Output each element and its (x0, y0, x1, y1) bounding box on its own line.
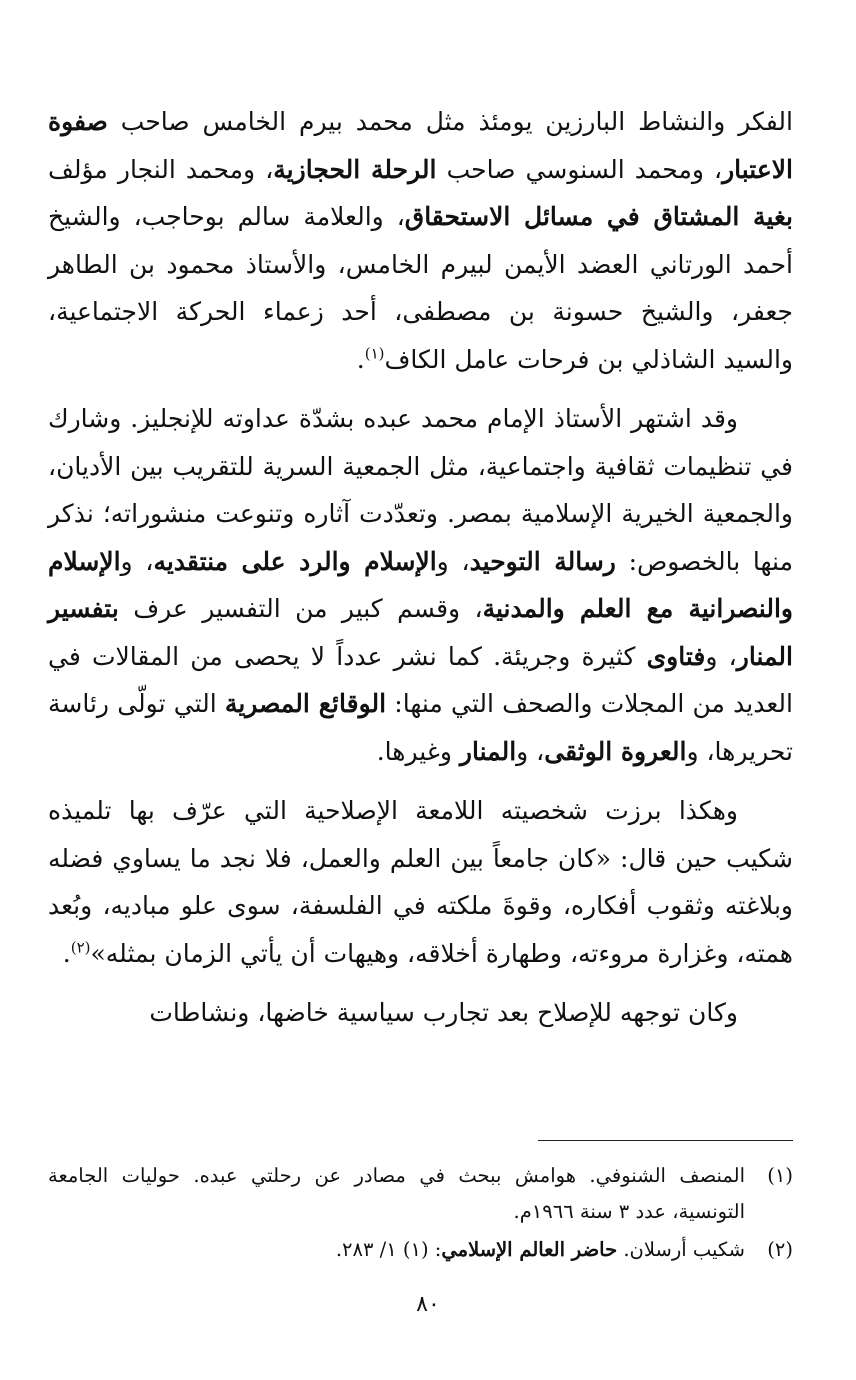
paragraph-4 (48, 989, 793, 1037)
text-run: وغيرها. (376, 736, 460, 766)
footnote-reference: (١) (364, 344, 385, 363)
text-run: التي تولّى رئاسة تحريرها، و (48, 689, 793, 766)
footnote-text (48, 1164, 745, 1223)
footnote-2 (48, 1232, 793, 1268)
book-title: فتاوى (646, 641, 706, 671)
text-run: ، والعلامة سالم بوحاجب، والشيخ أحمد الورتاني العضد الأيمن لبيرم الخامس، والأستاذ محمود بن الطاهر جعفر، والشيخ حسونة بن مصطفى، أحد زعماء الحركة الاجتماعية، والسيد الشاذلي بن فرحات عامل الكاف (48, 202, 793, 374)
text-run: وهكذا برزت شخصيته اللامعة الإصلاحية التي عرّف بها تلميذه شكيب حين قال: «كان جامعاً بين العلم والعمل، فلا نجد ما يساوي فضله وبلاغته وثقوب أفكاره، وقوةَ ملكته في الفلسفة، سوى علو مباديه، وبُعد همته، وغزارة مروءته، وطهارة أخلاقه، وهيهات أن يأتي الزمان بمثله» (48, 796, 793, 968)
text-run: ، و (120, 546, 154, 576)
footnote-reference: (٢) (70, 938, 91, 957)
paragraph-1 (48, 98, 793, 383)
text-run: وكان توجهه للإصلاح بعد تجارب سياسية خاضها، ونشاطات (149, 998, 738, 1027)
text-run: . (356, 344, 365, 374)
book-title: صفوة الاعتبار (48, 107, 793, 184)
footnote-number: (١) (767, 1164, 793, 1187)
text-run: ، ومحمد السنوسي صاحب (436, 154, 723, 184)
text-run: ، و (516, 736, 545, 766)
text-run: الفكر والنشاط البارزين يومئذ مثل محمد بيرم الخامس صاحب (107, 107, 793, 136)
text-run: ، ومحمد النجار مؤلف (48, 154, 274, 184)
book-title: بغية المشتاق في مسائل الاستحقاق (404, 202, 794, 231)
text-run: : (١) ١/ ٢٨٣. (335, 1238, 442, 1261)
book-title: العروة الوثقى (544, 736, 687, 766)
book-title: حاضر العالم الإسلامي (441, 1238, 618, 1261)
text-run: ، و (436, 546, 470, 576)
page-number: ٨٠ (416, 1292, 440, 1317)
paragraph-2 (48, 395, 793, 775)
footnotes (48, 1158, 793, 1268)
footnote-text (336, 1238, 745, 1261)
footnote-separator (538, 1140, 793, 1141)
text-run: المنصف الشنوفي. هوامش ببحث في مصادر عن رحلتي عبده. حوليات الجامعة التونسية، عدد ٣ سنة ١٩٦٦م. (48, 1164, 745, 1223)
book-title: الإسلام والرد على منتقديه (153, 546, 437, 576)
text-run: وقد اشتهر الأستاذ الإمام محمد عبده بشدّة عداوته للإنجليز. وشارك في تنظيمات ثقافية واجتماعية، مثل الجمعية السرية للتقريب بين الأديان، والجمعية الخيرية الإسلامية بمصر. وتعدّدت آثاره وتنوعت منشوراته؛ نذكر منها بالخصوص: (48, 404, 793, 576)
text-run: ، و (705, 641, 737, 671)
book-title: الوقائع المصرية (224, 689, 387, 718)
text-run: كثيرة وجريئة. كما نشر عدداً لا يحصى من المقالات في العديد من المجلات والصحف التي منها: (48, 641, 793, 718)
book-title: رسالة التوحيد (469, 546, 616, 576)
footnote-1 (48, 1158, 793, 1230)
book-title: بتفسير المنار (48, 594, 793, 671)
paragraph-3 (48, 787, 793, 977)
text-run: شكيب أرسلان. (617, 1238, 745, 1261)
main-text (48, 98, 793, 1037)
book-title: الرحلة الحجازية (273, 154, 437, 184)
footnote-number: (٢) (767, 1238, 793, 1261)
book-title: الإسلام والنصرانية مع العلم والمدنية (48, 546, 793, 623)
text-run: . (62, 938, 71, 968)
book-title: المنار (459, 736, 517, 766)
text-run: ، وقسم كبير من التفسير عرف (118, 594, 483, 623)
